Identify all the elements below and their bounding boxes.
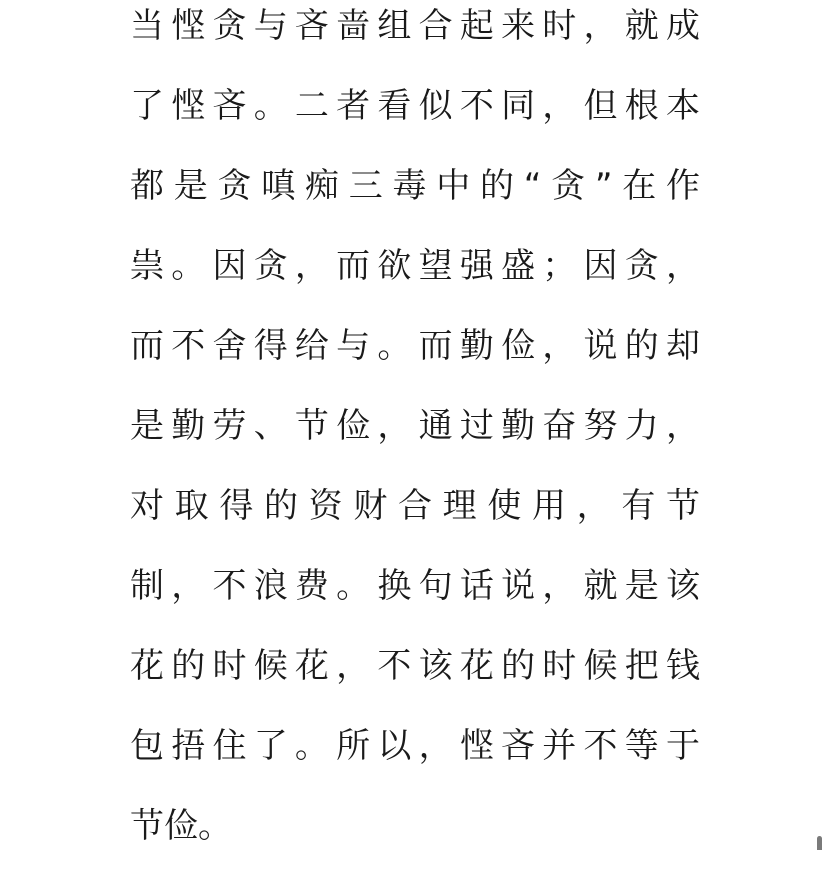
paragraph-line: 当悭贪与吝啬组合起来时，就成 [130, 6, 700, 46]
article-body [130, 0, 700, 882]
paragraph-line: 制，不浪费。换句话说，就是该 [130, 566, 700, 606]
paragraph-line: 了悭吝。二者看似不同，但根本 [130, 86, 700, 126]
paragraph-line: 花的时候花，不该花的时候把钱 [130, 646, 700, 686]
paragraph-line: 而不舍得给与。而勤俭，说的却 [130, 326, 700, 366]
paragraph-line: 节俭。 [130, 806, 232, 846]
scrollbar-thumb[interactable] [817, 836, 822, 850]
paragraph-line: 祟。因贪，而欲望强盛；因贪， [130, 246, 700, 286]
paragraph-line: 包捂住了。所以，悭吝并不等于 [130, 726, 700, 766]
paragraph-line: 是勤劳、节俭，通过勤奋努力， [130, 406, 700, 446]
paragraph-line: 对取得的资财合理使用，有节 [130, 486, 700, 526]
paragraph-line: 都是贪嗔痴三毒中的“贪”在作 [130, 166, 700, 206]
